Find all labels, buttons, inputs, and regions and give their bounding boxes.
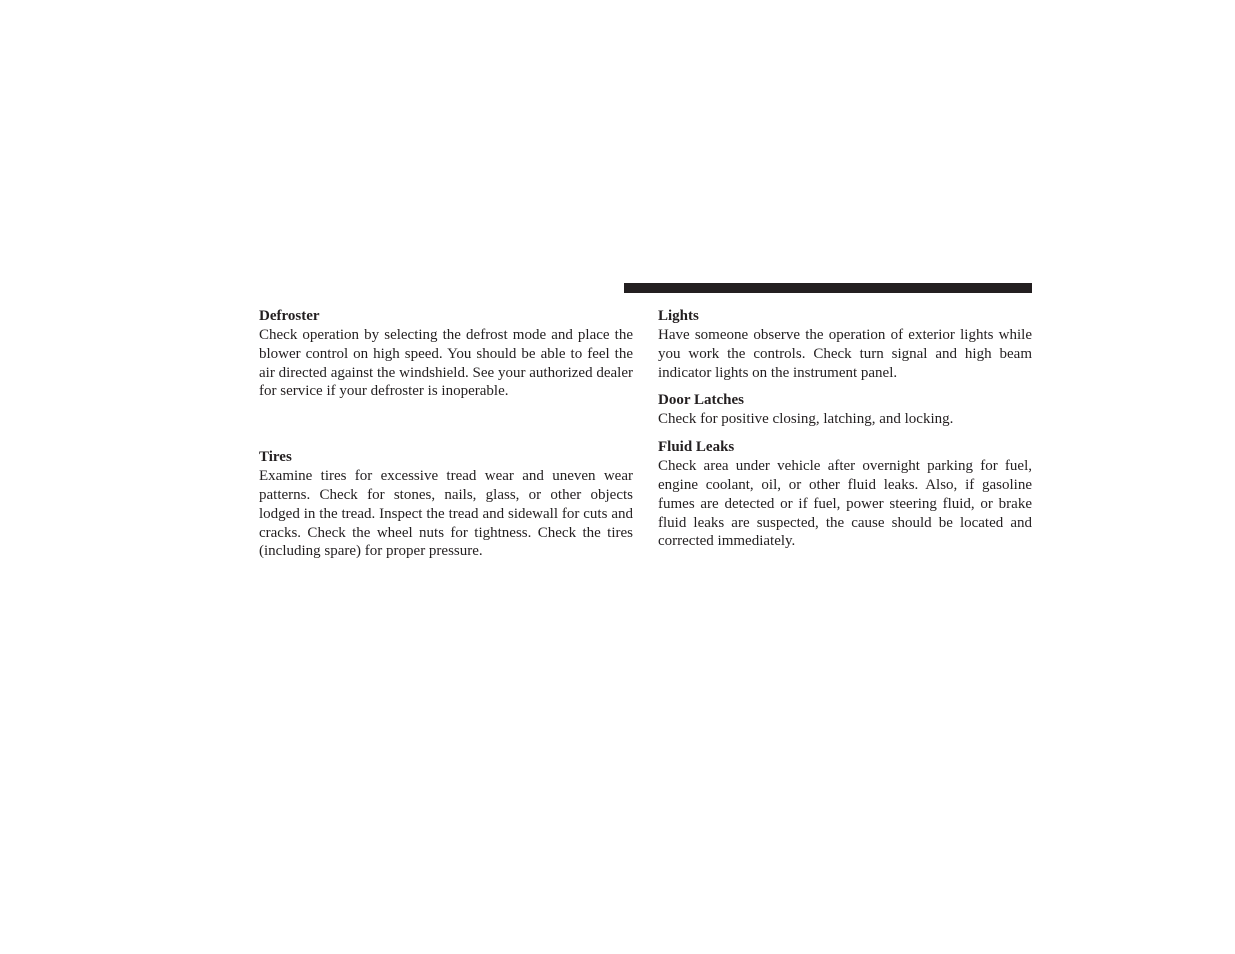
section-body: Examine tires for excessive tread wear and uneven wear patterns. Check for stones, nails, glass, or other objects lodged in the tread. Inspect the tread and sidewall for cuts and cracks. Check the wheel nuts for tightness. Check the tires (including spare) for proper pressure. [259, 468, 633, 560]
section-door-latches [658, 391, 1032, 429]
section-fluid-leaks [658, 438, 1032, 551]
section-heading: Defroster [259, 308, 320, 324]
section-tires [259, 448, 633, 561]
section-heading: Fluid Leaks [658, 439, 735, 456]
section-header-bar [624, 283, 1032, 293]
section-body: Check operation by selecting the defrost mode and place the blower control on high speed. You should be able to feel the air directed against the windshield. See your authorized dealer for service if your defroster is inoperable. [259, 327, 633, 400]
section-body: Check for positive closing, latching, and locking. [658, 411, 954, 428]
section-body: Check area under vehicle after overnight parking for fuel, engine coolant, oil, or other fluid leaks. Also, if gasoline fumes are detected or if fuel, power steering fluid, or brake fluid leaks are suspected, the cause should be located and corrected immediately. [658, 458, 1032, 550]
section-heading: Lights [658, 308, 699, 324]
section-heading: Tires [259, 449, 292, 466]
section-body: Have someone observe the operation of exterior lights while you work the controls. Check turn signal and high beam indicator lights on the instrument panel. [658, 327, 1032, 381]
section-heading: Door Latches [658, 392, 744, 409]
right-column [658, 307, 1032, 551]
section-defroster [259, 307, 633, 401]
section-lights [658, 307, 1032, 382]
left-column [259, 307, 633, 561]
